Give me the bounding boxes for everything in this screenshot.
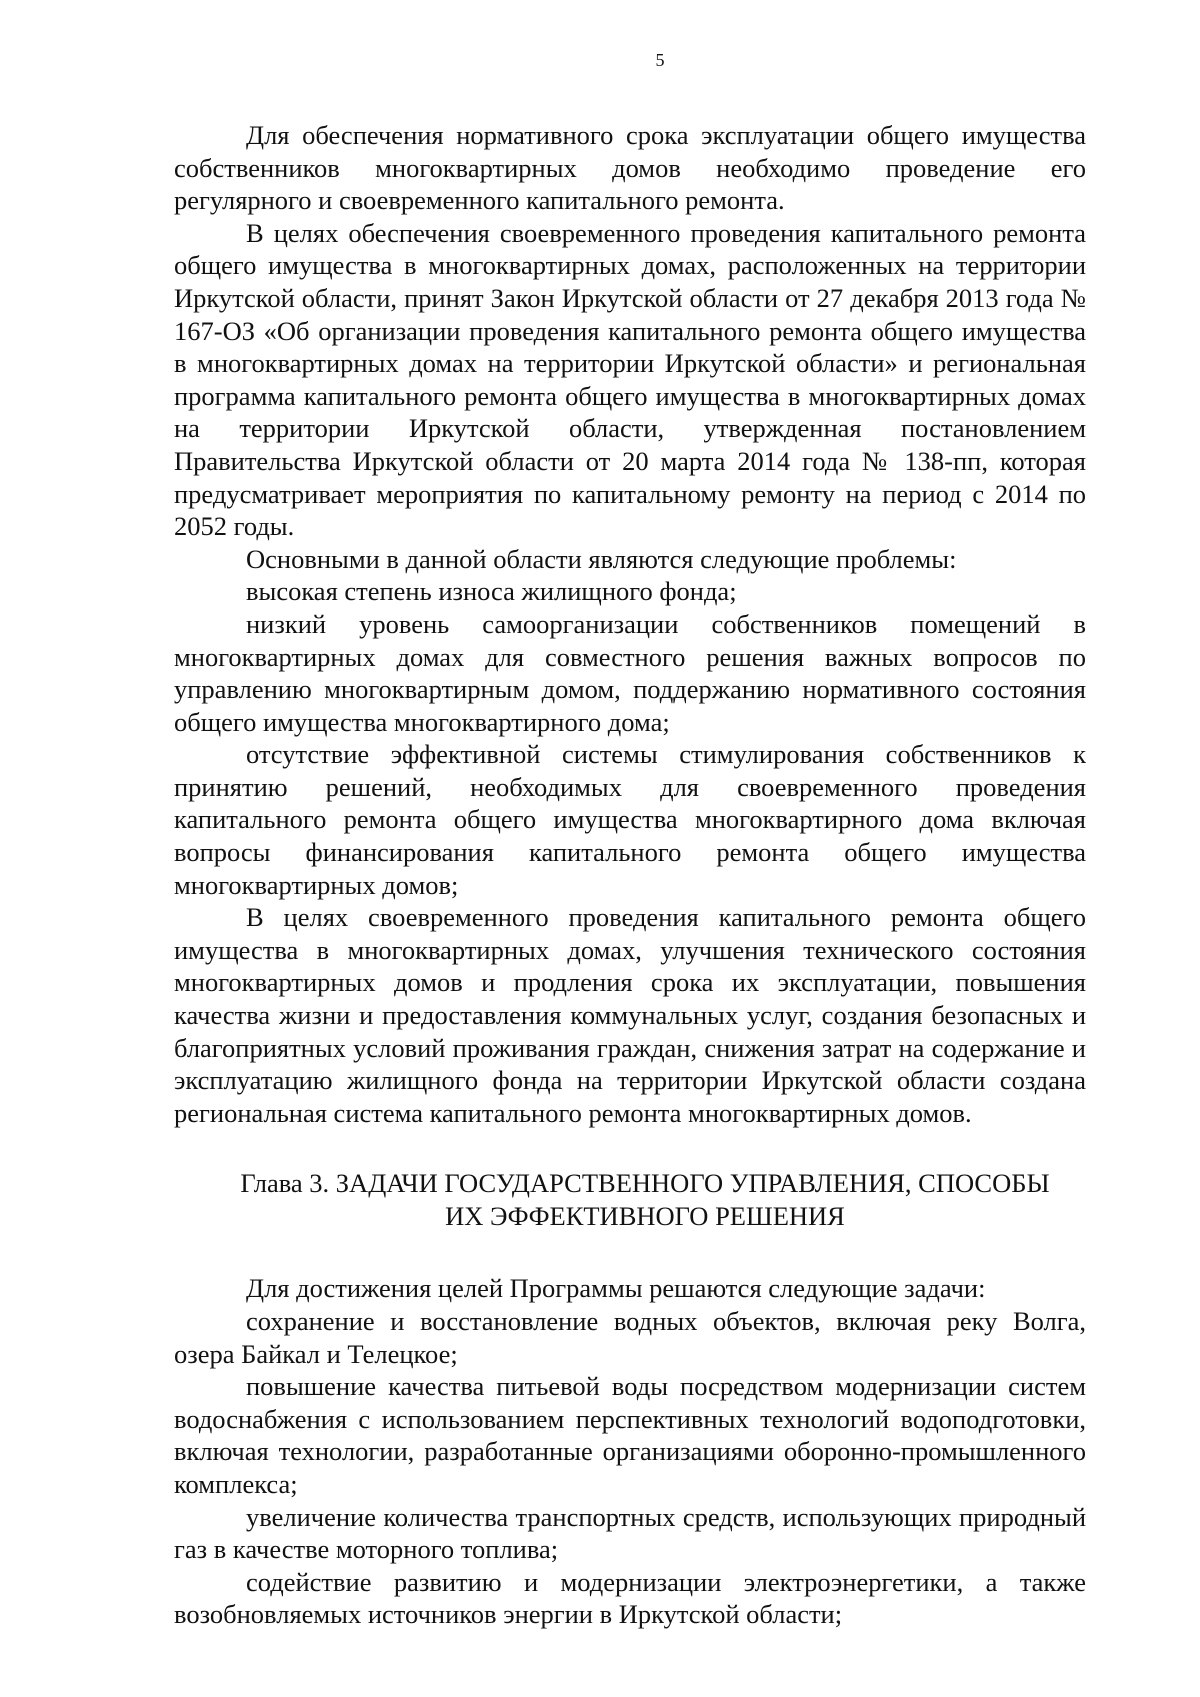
chapter-heading-line-1: Глава 3. ЗАДАЧИ ГОСУДАРСТВЕННОГО УПРАВЛЕНИЯ, СПОСОБЫ: [240, 1168, 1050, 1199]
page-number: 5: [655, 50, 665, 70]
paragraph: содействие развитию и модернизации электроэнергетики, а также возобновляемых источников энергии в Иркутской области;: [174, 1566, 1086, 1630]
paragraph: отсутствие эффективной системы стимулирования собственников к принятию решений, необходимых для своевременного проведения капитального ремонта общего имущества многоквартирного дома включая вопросы финансирования капитального ремонта общего имущества многоквартирных домов;: [174, 739, 1086, 900]
paragraph: низкий уровень самоорганизации собственников помещений в многоквартирных домах для совместного решения важных вопросов по управлению многоквартирным домом, поддержанию нормативного состояния общего имущества многоквартирного дома;: [174, 608, 1086, 737]
paragraph: Основными в данной области являются следующие проблемы:: [246, 543, 957, 574]
paragraph: В целях своевременного проведения капитального ремонта общего имущества в многоквартирных домах, улучшения технического состояния многоквартирных домов и продления срока их эксплуатации, повышения качества жизни и предоставления коммунальных услуг, создания безопасных и благоприятных условий проживания граждан, снижения затрат на содержание и эксплуатацию жилищного фонда на территории Иркутской области создана региональная система капитального ремонта многоквартирных домов.: [174, 902, 1086, 1128]
paragraph: В целях обеспечения своевременного проведения капитального ремонта общего имущества в многоквартирных домах, расположенных на территории Иркутской области, принят Закон Иркутской области от 27 декабря 2013 года № 167-ОЗ «Об организации проведения капитального ремонта общего имущества в многоквартирных домах на территории Иркутской области» и региональная программа капитального ремонта общего имущества в многоквартирных домах на территории Иркутской области, утвержденная постановлением Правительства Иркутской области от 20 марта 2014 года № 138-пп, которая предусматривает мероприятия по капитальному ремонту на период с 2014 по 2052 годы.: [174, 217, 1086, 542]
chapter-heading: [174, 1167, 1086, 1233]
paragraph: увеличение количества транспортных средств, использующих природный газ в качестве моторного топлива;: [174, 1501, 1086, 1565]
paragraph: Для обеспечения нормативного срока эксплуатации общего имущества собственников многоквартирных домов необходимо проведение его регулярного и своевременного капитального ремонта.: [174, 120, 1086, 216]
document-body: [174, 119, 1086, 1631]
paragraph: Для достижения целей Программы решаются следующие задачи:: [246, 1273, 986, 1304]
paragraph: повышение качества питьевой воды посредством модернизации систем водоснабжения с использованием перспективных технологий водоподготовки, включая технологии, разработанные организациями оборонно-промышленного комплекса;: [174, 1371, 1086, 1499]
paragraph: высокая степень износа жилищного фонда;: [246, 576, 737, 607]
paragraph: сохранение и восстановление водных объектов, включая реку Волга, озера Байкал и Телецкое;: [174, 1306, 1086, 1369]
chapter-heading-line-2: ИХ ЭФФЕКТИВНОГО РЕШЕНИЯ: [445, 1201, 845, 1232]
